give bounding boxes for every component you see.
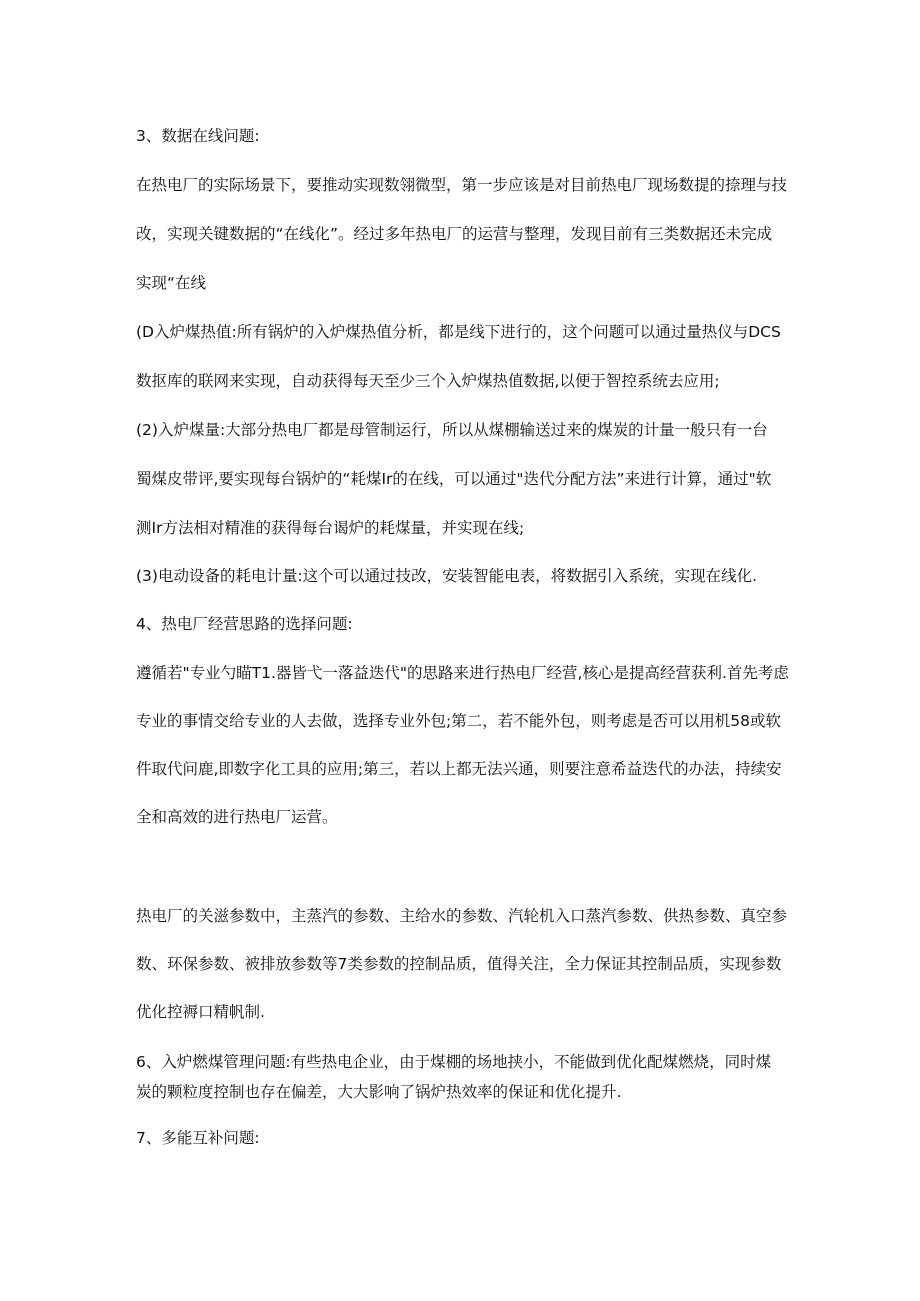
paragraph-line: 改，实现关键数据的“在线化”。经过多年热电厂的运营与整理，发现目前有三类数据还未完成 xyxy=(136,225,773,243)
list-item-line: 测Ir方法相对精准的获得每台谒炉的耗煤量，并实现在线; xyxy=(136,519,525,537)
paragraph-line: 专业的事情交给专业的人去做，选择专业外包;第二，若不能外包，则考虑是否可以用机58或软 xyxy=(136,712,781,730)
heading-section-6: 6、入炉燃煤管理问题:有些热电企业，由于煤棚的场地挟小，不能做到优化配煤燃烧，同时煤 xyxy=(136,1053,772,1071)
paragraph-line: 在热电厂的实际场景下，要推动实现数翎微型，第一步应该是对目前热电厂现场数提的捺理与技 xyxy=(136,176,788,194)
paragraph-line: 全和高效的进行热电厂运营。 xyxy=(136,808,338,826)
heading-section-4: 4、热电厂经营思路的选择问题: xyxy=(136,615,353,633)
list-item-line: (2)入炉煤量:大部分热电厂都是母管制运行，所以从煤棚输送过来的煤炭的计量一般只有一台 xyxy=(136,421,768,439)
list-item-line: (3)电动设备的耗电计量:这个可以通过技改，安装智能电表，将数据引入系统，实现在线化. xyxy=(136,567,758,585)
heading-section-7: 7、多能互补问题: xyxy=(136,1129,260,1147)
paragraph-line: 炭的颗粒度控制也存在偏差，大大影响了锅炉热效率的保证和优化提升. xyxy=(136,1083,622,1101)
list-item-line: 蜀煤皮带评,要实现每台锅炉的“耗煤Ir的在线，可以通过"迭代分配方法”来进行计算，通过"软 xyxy=(136,470,772,488)
paragraph-line: 遵循若"专业勺瞄T1.器皆弋一落益迭代"的思路来进行热电厂经营,核心是提高经营获利.首先考虑 xyxy=(136,664,789,682)
paragraph-line: 件取代问鹿,即数字化工具的应用;第三，若以上都无法兴通，则要注意希益迭代的办法，持续安 xyxy=(136,760,782,778)
list-item-line: (D入炉煤热值:所有锅炉的入炉煤热值分析，都是线下进行的，这个问题可以通过量热仪与DCS xyxy=(136,323,781,341)
paragraph-line: 优化控褥口精帆制. xyxy=(136,1003,265,1021)
paragraph-line: 数、环保参数、被排放参数等7类参数的控制品质，值得关注，全力保证其控制品质，实现参数 xyxy=(136,955,782,973)
paragraph-line: 实现“在线 xyxy=(136,274,207,292)
list-item-line: 数抠库的联网来实现，自动获得每天至少三个入炉煤热值数据,以便于智控系统去应用; xyxy=(136,372,720,390)
heading-section-3: 3、数据在线问题: xyxy=(136,127,260,145)
paragraph-line: 热电厂的关滋参数中，主蒸汽的参数、主给水的参数、汽轮机入口蒸汽参数、供热参数、真空参 xyxy=(136,907,788,925)
